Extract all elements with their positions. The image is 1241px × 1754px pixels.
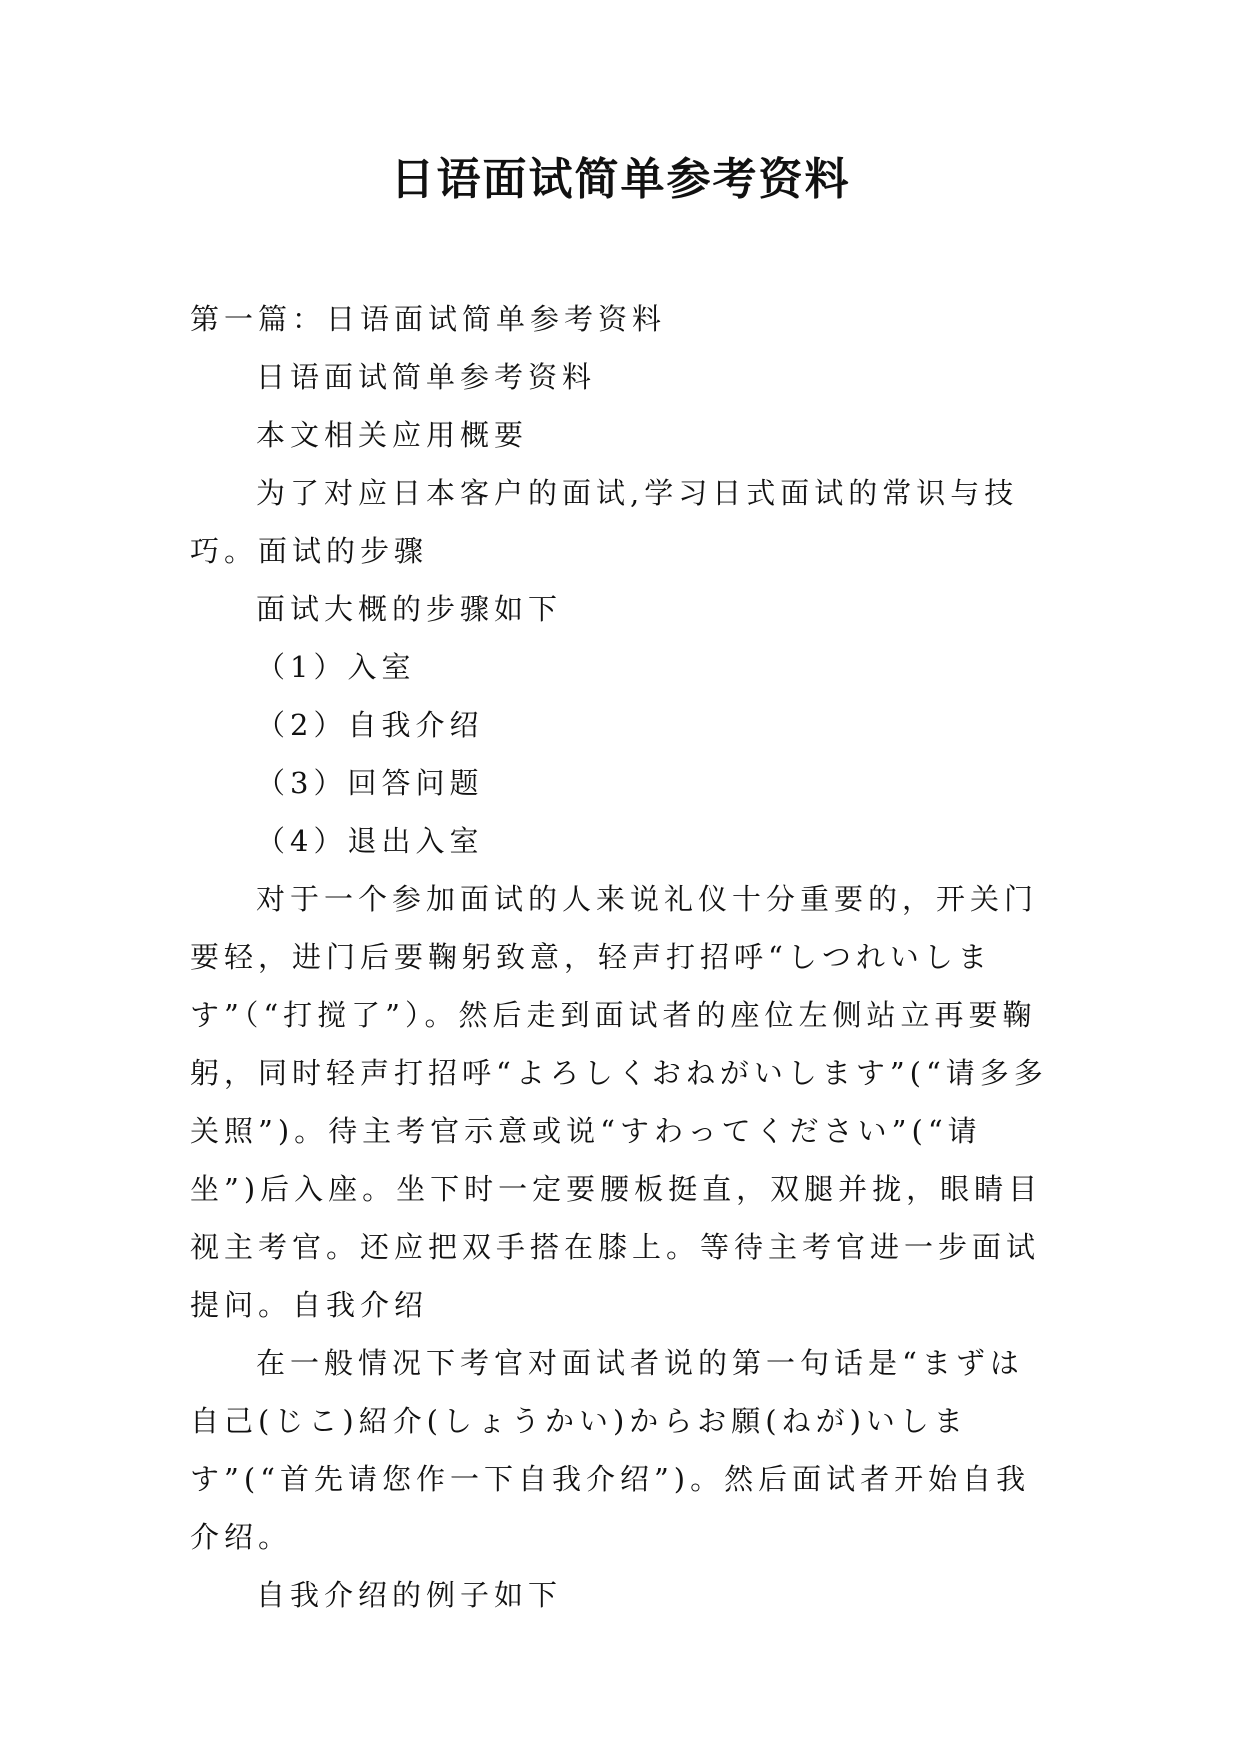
section-title: 日语面试简单参考资料 — [256, 360, 597, 394]
document-title: 日语面试简单参考资料 — [390, 154, 851, 205]
body-paragraph: 在一般情况下考官对面试者说的第一句话是“まずは自己(じこ)紹介(しょうかい)からお願(ねが)いします”(“首先请您作一下自我介绍”)。然后面试者开始自我介绍。 — [190, 1346, 1031, 1554]
section-subtitle: 本文相关应用概要 — [256, 418, 529, 452]
step-item: （1）入室 — [256, 650, 416, 684]
step-item: （4）退出入室 — [256, 824, 484, 858]
body-paragraph: 自我介绍的例子如下 — [256, 1578, 563, 1612]
step-item: （3）回答问题 — [256, 766, 484, 800]
body-paragraph: 面试大概的步骤如下 — [256, 592, 563, 626]
chapter-heading: 第一篇：日语面试简单参考资料 — [190, 302, 667, 336]
body-paragraph: 对于一个参加面试的人来说礼仪十分重要的，开关门要轻，进门后要鞠躬致意，轻声打招呼“しつれいします”（“打搅了”）。然后走到面试者的座位左侧站立再要鞠躬，同时轻声打招呼“よろしくおねがいします”(“请多多关照”)。待主考官示意或说“すわってください”(“请坐”)后入座。坐下时一定要腰板挺直，双腿并拢，眼睛目视主考官。还应把双手搭在膝上。等待主考官进一步面试提问。自我介绍 — [190, 882, 1048, 1322]
document-body — [190, 290, 1050, 1624]
body-paragraph: 为了对应日本客户的面试,学习日式面试的常识与技巧。面试的步骤 — [190, 476, 1019, 568]
step-item: （2）自我介绍 — [256, 708, 484, 742]
